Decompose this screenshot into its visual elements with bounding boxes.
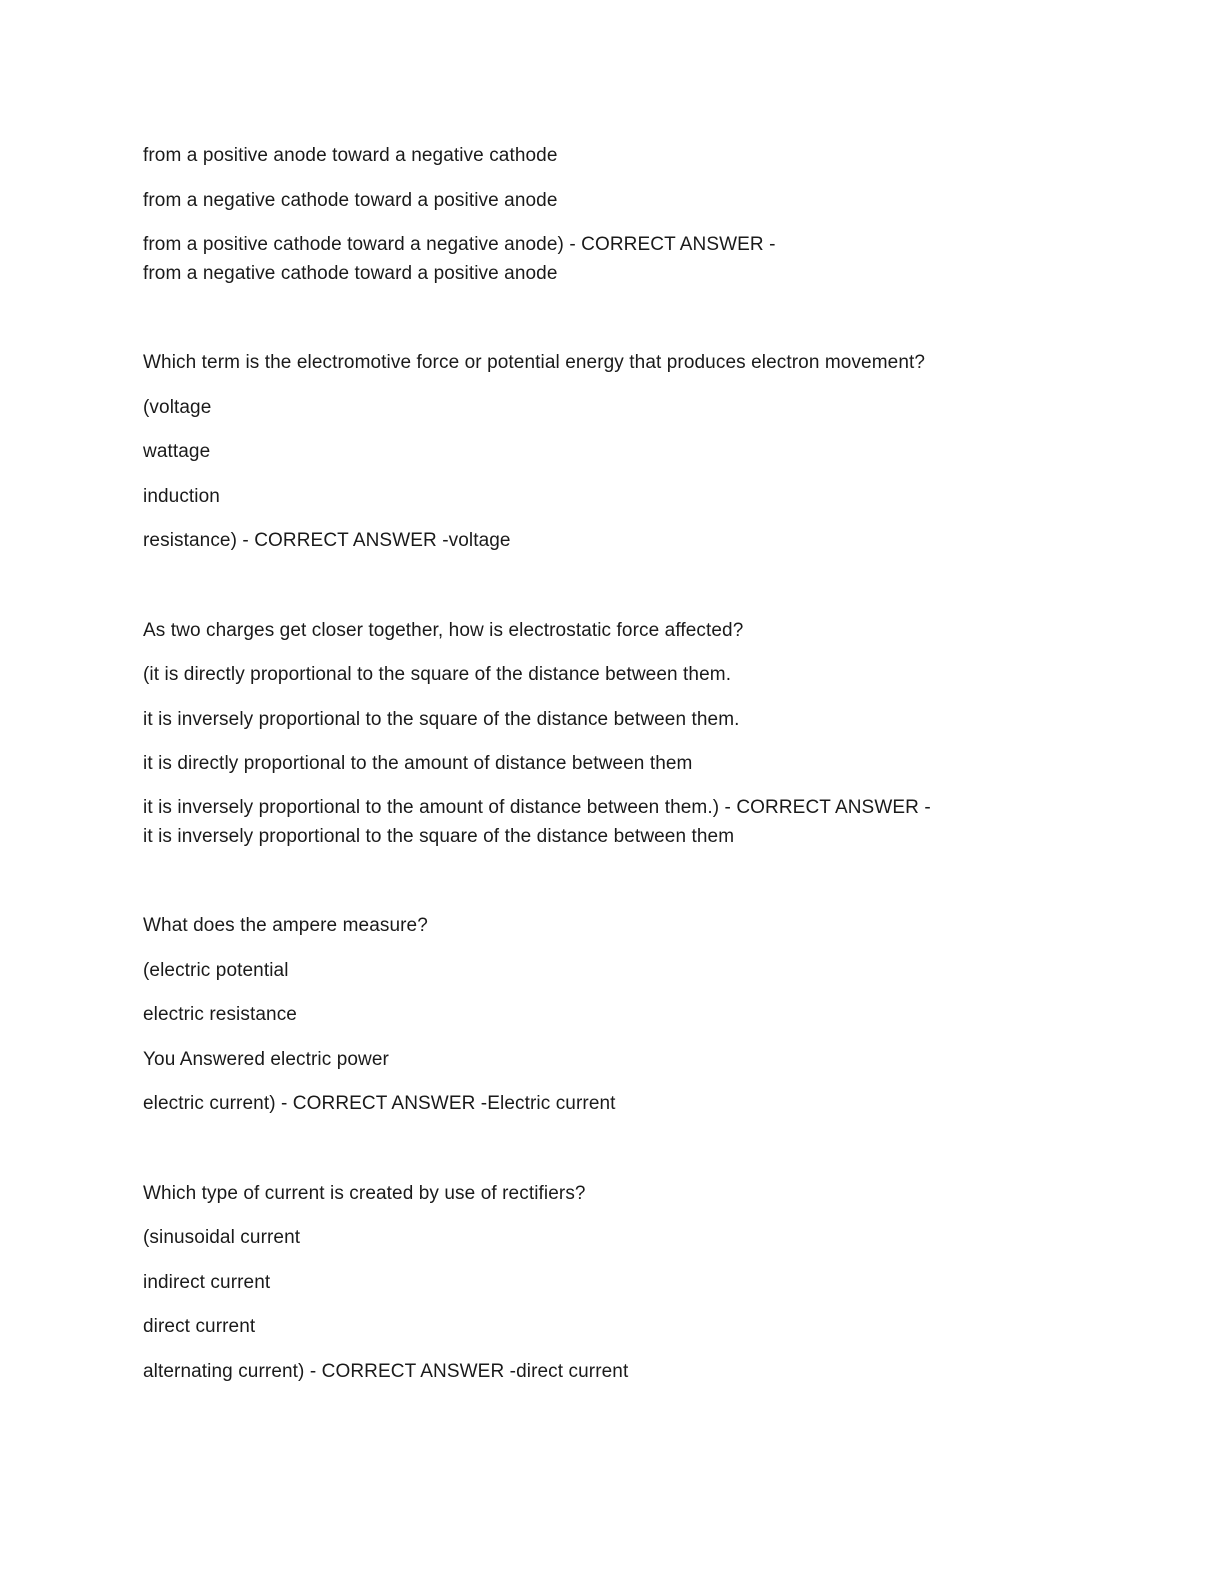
q0-option-3: from a positive cathode toward a negative anode) - CORRECT ANSWER -	[143, 234, 776, 255]
q0-correct-answer: from a negative cathode toward a positive anode	[143, 263, 558, 284]
q3-option-1: (electric potential	[143, 960, 289, 981]
q4-option-2: indirect current	[143, 1272, 271, 1293]
q3-option-2: electric resistance	[143, 1004, 297, 1025]
q2-option-2: it is inversely proportional to the square of the distance between them.	[143, 709, 740, 730]
q1-option-2: wattage	[143, 441, 211, 462]
q3-option-4: electric current) - CORRECT ANSWER -Electric current	[143, 1093, 616, 1114]
q2-option-3: it is directly proportional to the amount of distance between them	[143, 753, 693, 774]
q1-option-3: induction	[143, 486, 220, 507]
q1-option-1: (voltage	[143, 397, 212, 418]
q2-option-4: it is inversely proportional to the amount of distance between them.) - CORRECT ANSWER -	[143, 797, 931, 818]
q1-option-4: resistance) - CORRECT ANSWER -voltage	[143, 530, 511, 551]
q1-question: Which term is the electromotive force or potential energy that produces electron movement?	[143, 352, 926, 373]
q4-option-4: alternating current) - CORRECT ANSWER -direct current	[143, 1361, 629, 1382]
q0-option-2: from a negative cathode toward a positive anode	[143, 190, 558, 211]
q2-correct-answer: it is inversely proportional to the square of the distance between them	[143, 826, 735, 847]
q3-option-3: You Answered electric power	[143, 1049, 389, 1070]
q4-option-1: (sinusoidal current	[143, 1227, 301, 1248]
q2-question: As two charges get closer together, how is electrostatic force affected?	[143, 620, 744, 641]
q4-option-3: direct current	[143, 1316, 256, 1337]
q2-option-1: (it is directly proportional to the square of the distance between them.	[143, 664, 732, 685]
q4-question: Which type of current is created by use of rectifiers?	[143, 1183, 586, 1204]
q3-question: What does the ampere measure?	[143, 915, 428, 936]
q0-option-1: from a positive anode toward a negative cathode	[143, 145, 558, 166]
